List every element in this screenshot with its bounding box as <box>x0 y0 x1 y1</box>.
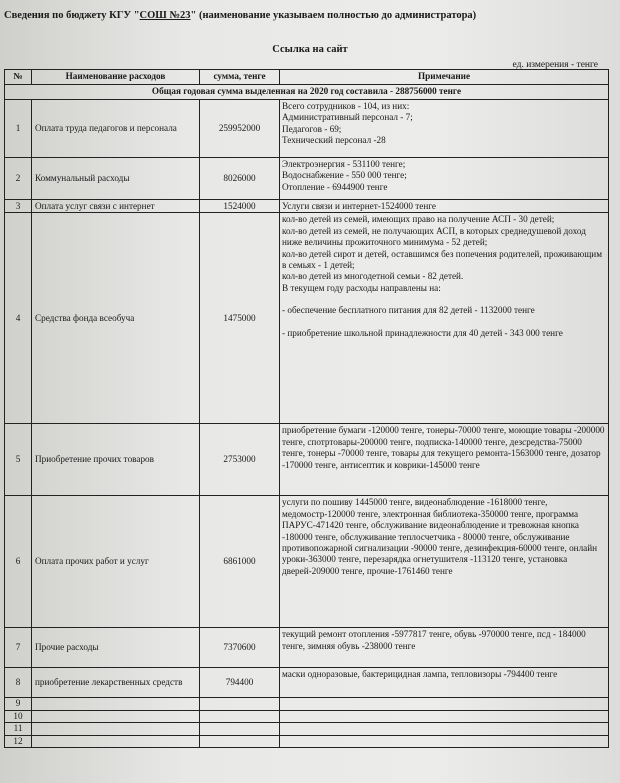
table-row <box>5 735 609 747</box>
expense-note <box>280 668 609 698</box>
note-line: услуги по пошиву 1445000 тенге, видеонаблюдение -1618000 тенге, медомостр-120000 тенге, электронная библиотека-350000 тенге, программа ПАРУС-471420 тенге, обслуживание видеонаблюдение и тревожная кнопка -180000 тенге, обслуживание теплосчетчика - 80000 тенге, обслуживание противопожарной сигнализации -90000 тенге, дезинфекция-60000 тенге, онлайн уроки-363000 тенге, перезарядка огнетушителя -113120 тенге, установка дверей-209000 тенге, прочие-1761460 тенге <box>282 497 598 576</box>
note-line: Услуги связи и интернет-1524000 тенге <box>282 201 436 211</box>
expense-note <box>280 213 609 424</box>
expense-sum: 7370600 <box>200 628 280 668</box>
table-row <box>5 668 609 698</box>
table-row <box>5 710 609 722</box>
expense-sum <box>200 723 280 735</box>
expense-name <box>32 735 200 747</box>
expense-name: приобретение лекарственных средств <box>32 668 200 698</box>
note-line: кол-во детей из семей, не получающих АСП, в которых среднедушевой доход ниже величины прожиточного минимума - 52 детей; <box>282 225 586 248</box>
expense-name: Приобретение прочих товаров <box>32 424 200 496</box>
note-line: кол-во детей из многодетной семьи - 82 детей. <box>282 271 464 282</box>
expense-note <box>280 723 609 735</box>
row-number: 12 <box>5 735 32 747</box>
document-header <box>4 10 616 21</box>
budget-table <box>4 69 609 748</box>
note-line: Электроэнергия - 531100 тенге; <box>282 159 406 169</box>
row-number: 3 <box>5 200 32 213</box>
total-row <box>5 85 609 100</box>
school-name: СОШ №23 <box>139 10 191 21</box>
expense-name <box>32 710 200 722</box>
col-note-header: Примечание <box>280 70 609 85</box>
col-sum-header: сумма, тенге <box>200 70 280 85</box>
table-row <box>5 424 609 496</box>
expense-sum: 8026000 <box>200 158 280 200</box>
expense-sum <box>200 735 280 747</box>
site-link-title: Ссылка на сайт <box>272 44 348 55</box>
note-line: приобретение бумаги -120000 тенге, тонеры-70000 тенге, моющие товары -200000 тенге, спотртовары-200000 тенге, подписка-140000 тенге, дезсредства-75000 тенге, тонеры -70000 тенге, товары для текущего ремонта-1563000 тенге, дозатор -170000 тенге, антисептик и коврики-145000 тенге <box>282 425 605 470</box>
expense-name: Средства фонда всеобуча <box>32 213 200 424</box>
expense-name: Прочие расходы <box>32 628 200 668</box>
row-number: 5 <box>5 424 32 496</box>
note-line: Педагогов - 69; <box>282 123 342 134</box>
table-row <box>5 698 609 710</box>
expense-sum: 259952000 <box>200 100 280 158</box>
expense-name: Оплата труда педагогов и персонала <box>32 100 200 158</box>
table-header-row <box>5 70 609 85</box>
header-prefix: Сведения по бюджету КГУ " <box>4 10 140 21</box>
expense-sum <box>200 698 280 710</box>
expense-name <box>32 723 200 735</box>
note-line: В текущем году расходы направлены на: <box>282 282 441 293</box>
expense-name: Коммунальный расходы <box>32 158 200 200</box>
note-line: Водоснабжение - 550 000 тенге; <box>282 170 407 181</box>
expense-note <box>280 628 609 668</box>
row-number: 10 <box>5 710 32 722</box>
expense-name: Оплата услуг связи с интернет <box>32 200 200 213</box>
expense-name: Оплата прочих работ и услуг <box>32 496 200 628</box>
note-line: кол-во детей сирот и детей, оставшимся без попечения родителей, проживающим в семьях - 1 детей; <box>282 248 603 271</box>
table-row <box>5 158 609 200</box>
expense-note <box>280 200 609 213</box>
header-suffix: " (наименование указываем полностью до администратора) <box>190 10 477 21</box>
row-number: 4 <box>5 213 32 424</box>
expense-name <box>32 698 200 710</box>
note-line: Отопление - 6944900 тенге <box>282 181 388 192</box>
note-line: - приобретение школьной принадлежности для 40 детей - 343 000 тенге <box>282 327 563 338</box>
expense-note <box>280 100 609 158</box>
note-line: маски одноразовые, бактерицидная лампа, тепловизоры -794400 тенге <box>282 669 558 680</box>
note-line: Административный персонал - 7; <box>282 112 413 123</box>
row-number: 9 <box>5 698 32 710</box>
row-number: 7 <box>5 628 32 668</box>
expense-note <box>280 710 609 722</box>
expense-note <box>280 424 609 496</box>
note-line: текущий ремонт отопления -5977817 тенге, обувь -970000 тенге, псд - 184000 тенге, зимняя обувь -238000 тенге <box>282 629 586 651</box>
expense-sum: 6861000 <box>200 496 280 628</box>
note-line: Технический персонал -28 <box>282 135 386 146</box>
table-row <box>5 100 609 158</box>
table-row <box>5 213 609 424</box>
expense-sum: 794400 <box>200 668 280 698</box>
table-row <box>5 496 609 628</box>
expense-sum: 2753000 <box>200 424 280 496</box>
note-line: Всего сотрудников - 104, из них: <box>282 101 410 111</box>
note-line: кол-во детей из семей, имеющих право на получение АСП - 30 детей; <box>282 214 555 225</box>
note-line <box>282 294 606 305</box>
col-number-header: № <box>5 70 32 85</box>
table-row <box>5 200 609 213</box>
table-row <box>5 628 609 668</box>
col-name-header: Наименование расходов <box>32 70 200 85</box>
expense-sum <box>200 710 280 722</box>
row-number: 1 <box>5 100 32 158</box>
expense-sum: 1475000 <box>200 213 280 424</box>
note-line: - обеспечение бесплатного питания для 82 детей - 1132000 тенге <box>282 305 535 316</box>
expense-note <box>280 735 609 747</box>
row-number: 2 <box>5 158 32 200</box>
total-text: Общая годовая сумма выделенная на 2020 год составила - 288756000 тенге <box>5 85 609 100</box>
units-label: ед. измерения - тенге <box>512 60 598 70</box>
table-row <box>5 723 609 735</box>
note-line <box>282 317 606 328</box>
expense-note <box>280 698 609 710</box>
expense-note <box>280 496 609 628</box>
row-number: 6 <box>5 496 32 628</box>
expense-sum: 1524000 <box>200 200 280 213</box>
row-number: 8 <box>5 668 32 698</box>
row-number: 11 <box>5 723 32 735</box>
expense-note <box>280 158 609 200</box>
